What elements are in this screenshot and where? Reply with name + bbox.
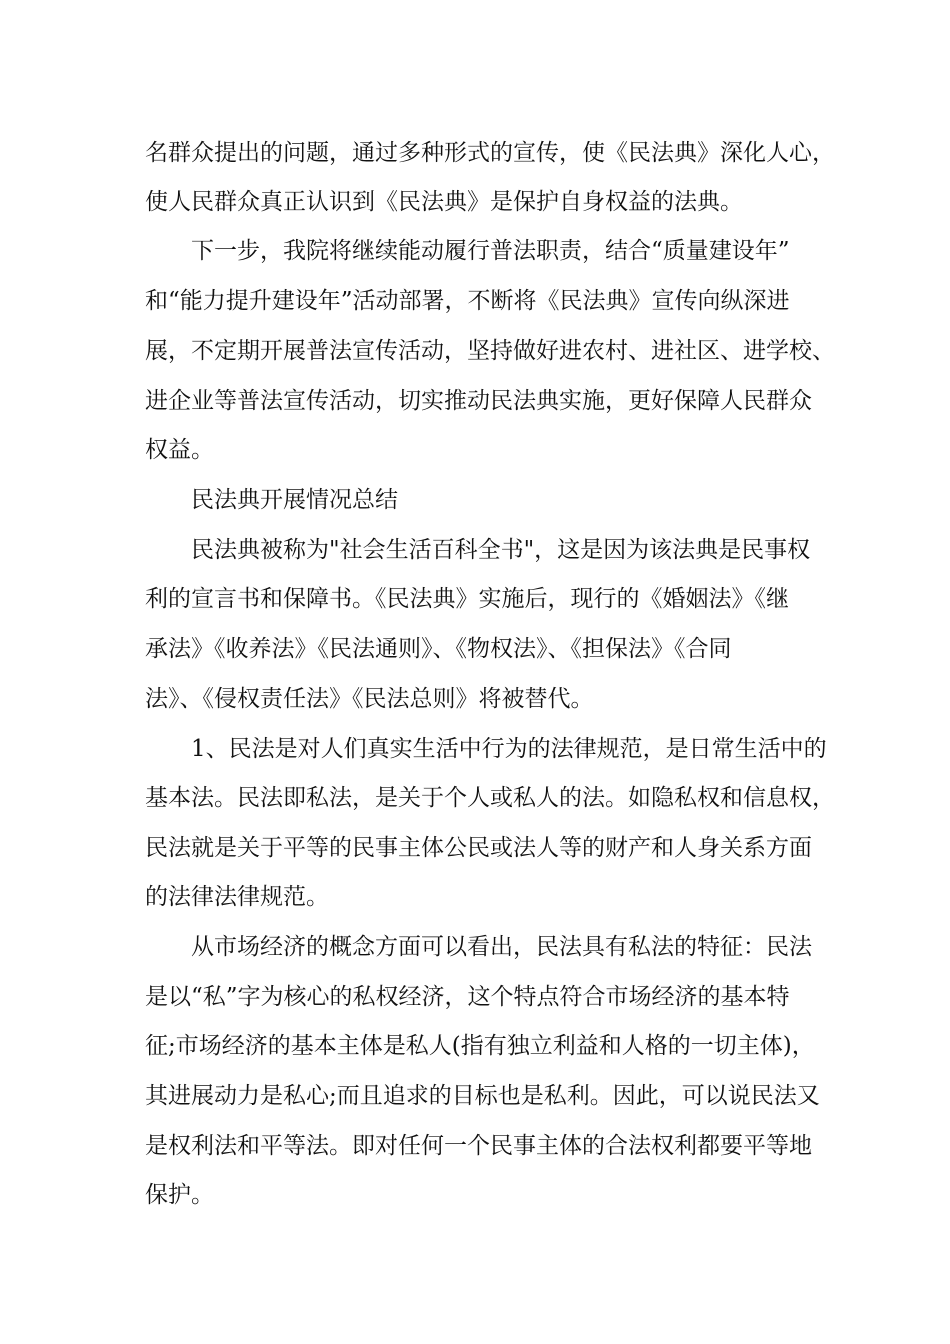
paragraph-line: 利的宣言书和保障书。《民法典》实施后，现行的《婚姻法》《继 — [145, 586, 789, 612]
paragraph-line: 是权利法和平等法。即对任何一个民事主体的合法权利都要平等地 — [145, 1133, 812, 1159]
paragraph-line: 1、民法是对人们真实生活中行为的法律规范，是日常生活中的 — [191, 736, 827, 762]
paragraph-line: 权益。 — [145, 437, 214, 463]
paragraph-line: 保护。 — [145, 1182, 214, 1208]
paragraph-line: 和“能力提升建设年”活动部署，不断将《民法典》宣传向纵深进 — [145, 288, 790, 314]
paragraph-line: 承法》《收养法》《民法通则》、《物权法》、《担保法》《合同 — [145, 636, 732, 662]
paragraph-line: 名群众提出的问题，通过多种形式的宣传，使《民法典》深化人心， — [145, 140, 835, 166]
paragraph-line: 进企业等普法宣传活动，切实推动民法典实施，更好保障人民群众 — [145, 388, 812, 414]
paragraph-line: 使人民群众真正认识到《民法典》是保护自身权益的法典。 — [145, 189, 743, 215]
paragraph-line: 展，不定期开展普法宣传活动，坚持做好进农村、进社区、进学校、 — [145, 338, 835, 364]
paragraph-line: 下一步，我院将继续能动履行普法职责，结合“质量建设年” — [191, 238, 790, 264]
paragraph-line: 民法典被称为"社会生活百科全书"，这是因为该法典是民事权 — [191, 537, 811, 563]
paragraph-line: 的法律法律规范。 — [145, 884, 329, 910]
section-heading: 民法典开展情况总结 — [191, 487, 398, 513]
paragraph-line: 其进展动力是私心;而且追求的目标也是私利。因此，可以说民法又 — [145, 1083, 820, 1109]
paragraph-line: 法》、《侵权责任法》《民法总则》将被替代。 — [145, 686, 594, 712]
paragraph-line: 基本法。民法即私法，是关于个人或私人的法。如隐私权和信息权， — [145, 785, 835, 811]
paragraph-line: 是以“私”字为核心的私权经济，这个特点符合市场经济的基本特 — [145, 984, 790, 1010]
paragraph-line: 征;市场经济的基本主体是私人(指有独立利益和人格的一切主体)， — [145, 1033, 815, 1059]
paragraph-line: 民法就是关于平等的民事主体公民或法人等的财产和人身关系方面 — [145, 835, 812, 861]
paragraph-line: 从市场经济的概念方面可以看出，民法具有私法的特征：民法 — [191, 934, 812, 960]
